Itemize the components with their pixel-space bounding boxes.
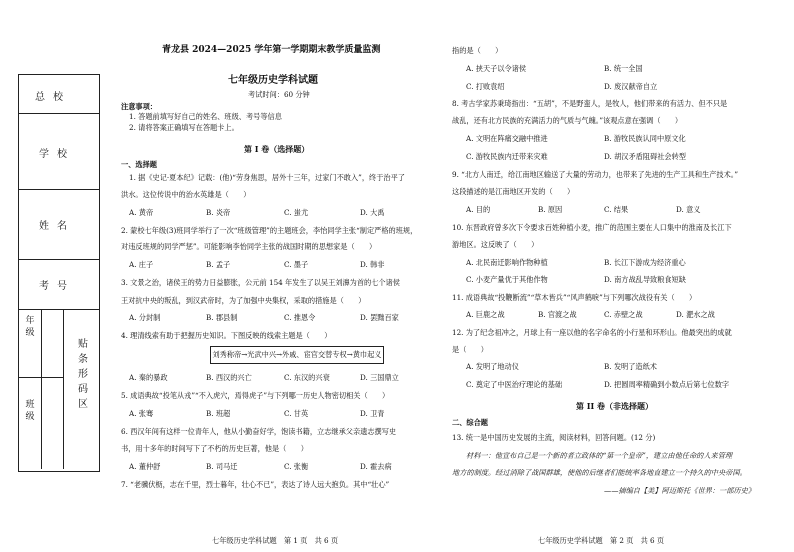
q7-option-a: A. 挟天子以令诸侯	[466, 64, 527, 73]
q10-option-c: C. 小麦产量优于其他作物	[466, 275, 548, 284]
q5-option-a: A. 张骞	[129, 409, 154, 418]
q5-line1: 5. 成语典故“投笔从戎”“不入虎穴，焉得虎子”与下列哪一历史人物密切相关（ ）	[121, 391, 390, 400]
q12-option-b: B. 发明了造纸术	[604, 362, 657, 371]
q2-option-c: C. 墨子	[284, 260, 309, 269]
q1-option-b: B. 炎帝	[206, 208, 231, 217]
notes-heading: 注意事项：	[121, 102, 157, 111]
q11-option-a: A. 巨鹿之战	[466, 310, 505, 319]
q7-option-d: D. 废汉献帝自立	[604, 82, 658, 91]
part-2-heading: 第 II 卷（非选择题）	[576, 401, 654, 411]
q10-line1: 10. 东晋政府曾多次下令要求百姓种植小麦，推广的范围主要在人口集中的淮南及长江下	[452, 223, 732, 232]
q8-option-c: C. 游牧民族内迁带来灾难	[466, 152, 548, 161]
school-label: 学校	[39, 149, 75, 160]
q4-option-a: A. 秦的暴政	[129, 373, 168, 382]
q2-line1: 2. 蒙校七年级(3)班同学举行了一次“班级管理”的主题班会，李怡同学主张“制定严格的班规，	[121, 226, 418, 235]
q6-option-d: D. 霍去病	[360, 462, 392, 471]
q1-option-a: A. 黄帝	[129, 208, 154, 217]
exam-time: 考试时间：60 分钟	[248, 90, 310, 99]
school-row	[19, 113, 99, 190]
q9-line2: 这段描述的是江南地区开发的（ ）	[452, 187, 575, 196]
exam-subtitle: 七年级历史学科试题	[228, 75, 318, 86]
q2-option-b: B. 孟子	[206, 260, 231, 269]
q9-option-a: A. 目的	[466, 205, 491, 214]
q9-option-b: B. 原因	[538, 205, 563, 214]
part-1-heading: 第 I 卷（选择题）	[244, 144, 310, 154]
q6-option-a: A. 董仲舒	[129, 462, 161, 471]
q3-option-c: C. 推恩令	[284, 313, 316, 322]
q3-option-d: D. 罢黜百家	[360, 313, 399, 322]
q12-option-d: D. 把圆周率精确到小数点后第七位数字	[604, 380, 730, 389]
name-row	[19, 189, 99, 260]
q1-line1: 1. 据《史记·夏本纪》记载：(他)“劳身焦思，居外十三年，过家门不敢入”，终于治平了	[129, 173, 405, 182]
exam-title: 青龙县 2024—2025 学年第一学期期末教学质量监测	[162, 45, 381, 55]
q7-line2: 指的是（ ）	[452, 46, 503, 55]
q10-option-b: B. 长江下游成为经济重心	[604, 258, 686, 267]
q4-option-b: B. 西汉的兴亡	[206, 373, 252, 382]
q8-line1: 8. 考古学家苏秉琦指出：“五胡”，不是野蛮人，是牧人，他们带来的有活力、但不只是	[452, 99, 728, 108]
q4-option-c: C. 东汉的兴衰	[284, 373, 330, 382]
page1-footer: 七年级历史学科试题 第 1 页 共 6 页	[212, 536, 339, 545]
grade-class-inputs	[41, 309, 64, 469]
q3-line2: 王对抗中央的叛乱，到汉武帝时，为了加强中央集权，采取的措施是（ ）	[121, 296, 366, 305]
q8-option-b: B. 游牧民族认同中原文化	[604, 134, 686, 143]
q3-option-b: B. 郡县制	[206, 313, 238, 322]
note-1: 1. 答题前填写好自己的姓名、班级、考号等信息	[129, 112, 282, 121]
grade-label: 年级	[25, 316, 35, 338]
material-1-line2: 地方的制度。经过消除了战国群雄，使他的后继者们能统率各地直建立一个持久的中央帝国。	[452, 468, 747, 477]
grade-class-column	[19, 309, 42, 469]
note-2: 2. 请将答案正确填写在答题卡上。	[129, 123, 239, 132]
q2-option-d: D. 韩非	[360, 260, 385, 269]
q6-line1: 6. 西汉年间有这样一位青年人，他从小勤奋好学，饱读书籍，立志继承父亲遗志撰写史	[121, 427, 397, 436]
q1-option-d: D. 大禹	[360, 208, 385, 217]
q8-line2: 战乱，还有北方民族的充满活力的气质与气魄。”该观点意在强调（ ）	[452, 116, 683, 125]
q2-line2: 对违反班规的同学严惩”。可能影响李怡同学主张的战国时期的思想家是（ ）	[121, 242, 377, 251]
q7-option-c: C. 打败袁绍	[466, 82, 505, 91]
material-1-source: ——摘编自【美】阿迈斯托《世界：一部历史》	[604, 486, 755, 495]
q9-line1: 9. “北方人南迁，给江南地区输送了大量的劳动力，也带来了先进的生产工具和生产技术。”	[452, 170, 739, 179]
class-label: 班级	[25, 400, 35, 422]
q5-option-c: C. 甘英	[284, 409, 309, 418]
q12-line2: 是（ ）	[452, 345, 488, 354]
school-total-label: 总校	[35, 92, 71, 103]
q4-flow-box: 刘秀称帝→光武中兴→外戚、宦官交替专权→黄巾起义	[210, 346, 384, 364]
section-2-heading: 二、综合题	[452, 418, 488, 427]
q6-option-b: B. 司马迁	[206, 462, 238, 471]
q13-line: 13. 统一是中国历史发展的主流，阅读材料，回答问题。(12 分)	[452, 433, 656, 442]
q11-option-b: B. 官渡之战	[538, 310, 577, 319]
q4-line1: 4. 理清线索有助于把握历史知识。下图反映的线索主题是（ ）	[121, 331, 332, 340]
q5-option-d: D. 卫青	[360, 409, 385, 418]
q2-option-a: A. 庄子	[129, 260, 154, 269]
q12-option-a: A. 发明了地动仪	[466, 362, 519, 371]
q9-option-c: C. 结果	[604, 205, 629, 214]
section-1-heading: 一、选择题	[121, 160, 157, 169]
q8-option-a: A. 文明在阵痛交融中推进	[466, 134, 548, 143]
q3-option-a: A. 分封制	[129, 313, 161, 322]
q6-option-c: C. 张衡	[284, 462, 309, 471]
q6-line2: 书，用十多年的时间写下了不朽的历史巨著，他是（ ）	[121, 444, 308, 453]
q10-option-a: A. 北民南迁影响作物种植	[466, 258, 548, 267]
q12-line1: 12. 为了纪念祖冲之，月球上有一座以他的名字命名的小行星和环形山。他最突出的成就	[452, 328, 732, 337]
q1-line2: 洪水。这位传说中的治水英雄是（ ）	[121, 190, 251, 199]
school-total-row	[19, 75, 99, 114]
barcode-area-label: 贴条形码区	[78, 339, 88, 410]
q11-line1: 11. 成语典故“投鞭断流”“草木皆兵”“风声鹤唳”与下列哪次战役有关（ ）	[452, 293, 697, 302]
page2-footer: 七年级历史学科试题 第 2 页 共 6 页	[538, 536, 665, 545]
q8-option-d: D. 胡汉矛盾阻碍社会转型	[604, 152, 686, 161]
name-label: 姓名	[39, 221, 75, 232]
q9-option-d: D. 意义	[676, 205, 701, 214]
exam-no-label: 考号	[39, 281, 75, 292]
q7-line1: 7. “老骥伏枥，志在千里，烈士暮年，壮心不已”，表达了诗人远大抱负。其中“壮心”	[121, 480, 390, 489]
q11-option-c: C. 赤壁之战	[604, 310, 643, 319]
q3-line1: 3. 文景之治，诸侯王的势力日益膨胀，公元前 154 年发生了以吴王刘濞为首的七个诸侯	[121, 278, 400, 287]
q7-option-b: B. 统一全国	[604, 64, 643, 73]
q12-option-c: C. 奠定了中医治疗理论的基础	[466, 380, 563, 389]
material-1-line1: 材料一：他宣布自己是一个新的者立政体的“第一个皇帝”，建立由他任命的人来管理	[466, 451, 733, 460]
q1-option-c: C. 蚩尤	[284, 208, 309, 217]
q4-option-d: D. 三国鼎立	[360, 373, 399, 382]
q10-option-d: D. 南方战乱导致粮食短缺	[604, 275, 686, 284]
q5-option-b: B. 班超	[206, 409, 231, 418]
exam-no-row	[19, 259, 99, 310]
q11-option-d: D. 淝水之战	[676, 310, 715, 319]
binding-sidebar	[18, 74, 100, 472]
q10-line2: 游地区。这反映了（ ）	[452, 240, 539, 249]
